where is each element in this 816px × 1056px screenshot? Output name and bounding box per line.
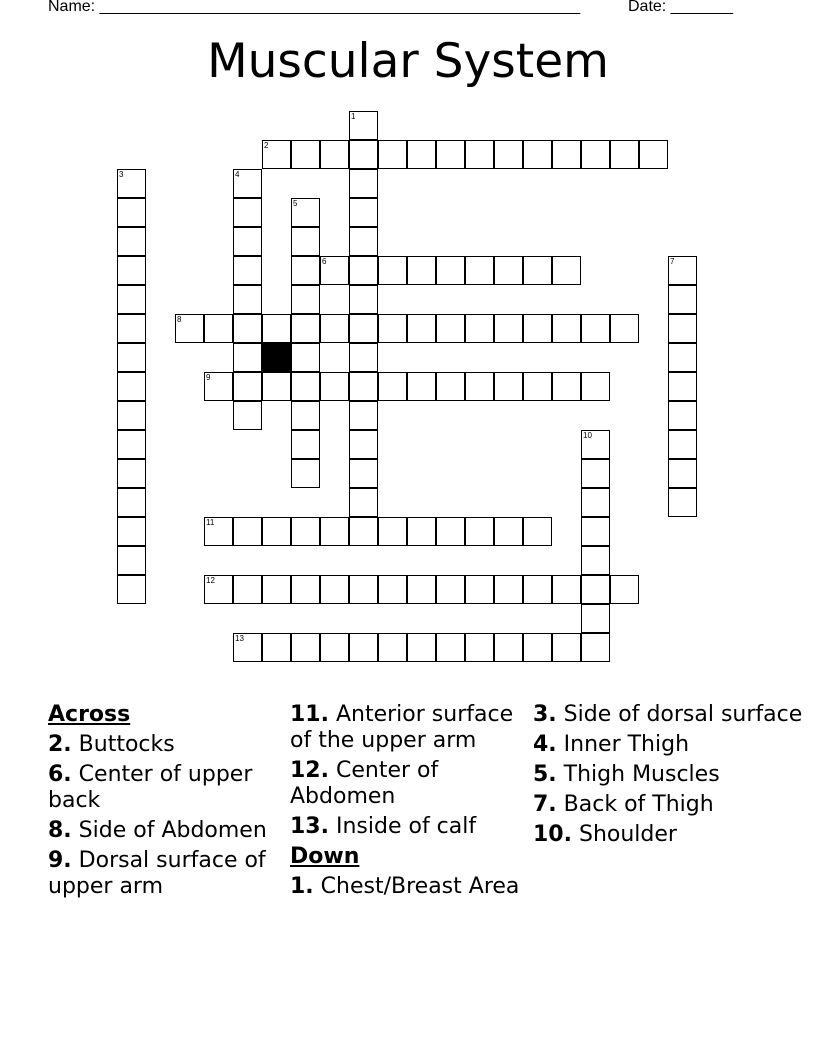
grid-cell[interactable] <box>436 633 465 662</box>
date-line: Date: _______ <box>628 0 733 15</box>
clue-down-5: 5. Thigh Muscles <box>533 762 720 787</box>
grid-cell[interactable] <box>233 401 262 430</box>
grid-cell[interactable] <box>581 604 610 633</box>
grid-cell[interactable] <box>581 459 610 488</box>
grid-cell[interactable] <box>117 372 146 401</box>
grid-cell[interactable] <box>117 488 146 517</box>
grid-cell[interactable] <box>117 430 146 459</box>
clue-number: 9 <box>206 373 211 382</box>
clue-number: 12 <box>206 576 215 585</box>
grid-cell[interactable] <box>668 372 697 401</box>
grid-cell[interactable] <box>320 633 349 662</box>
grid-cell[interactable] <box>494 575 523 604</box>
grid-cell[interactable] <box>436 517 465 546</box>
grid-cell[interactable] <box>349 314 378 343</box>
grid-cell[interactable] <box>494 372 523 401</box>
clue-number: 6 <box>322 257 327 266</box>
grid-cell[interactable] <box>552 314 581 343</box>
grid-cell[interactable] <box>291 372 320 401</box>
clues-column-2 <box>290 702 525 904</box>
grid-cell[interactable] <box>349 343 378 372</box>
grid-cell[interactable] <box>117 546 146 575</box>
grid-cell[interactable] <box>378 140 407 169</box>
grid-cell[interactable] <box>552 140 581 169</box>
grid-cell[interactable] <box>320 372 349 401</box>
grid-cell[interactable] <box>378 372 407 401</box>
clue-number: 10 <box>583 431 592 440</box>
grid-cell[interactable] <box>233 575 262 604</box>
grid-cell[interactable] <box>378 256 407 285</box>
grid-cell[interactable] <box>204 517 233 546</box>
grid-cell[interactable] <box>523 633 552 662</box>
grid-cell[interactable] <box>349 169 378 198</box>
grid-cell[interactable] <box>262 575 291 604</box>
grid-cell[interactable] <box>291 140 320 169</box>
clue-number: 7 <box>670 257 675 266</box>
grid-cell[interactable] <box>523 575 552 604</box>
grid-cell[interactable] <box>523 372 552 401</box>
clue-across-2: 2. Buttocks <box>48 732 175 757</box>
grid-cell[interactable] <box>581 430 610 459</box>
grid-cell[interactable] <box>291 227 320 256</box>
grid-cell[interactable] <box>117 227 146 256</box>
down-heading: Down <box>290 844 360 869</box>
grid-cell[interactable] <box>117 343 146 372</box>
grid-cell[interactable] <box>552 575 581 604</box>
grid-cell[interactable] <box>233 633 262 662</box>
grid-cell[interactable] <box>581 546 610 575</box>
clue-number: 3 <box>119 170 124 179</box>
grid-cell[interactable] <box>117 198 146 227</box>
grid-cell[interactable] <box>233 227 262 256</box>
grid-cell[interactable] <box>291 285 320 314</box>
grid-cell[interactable] <box>291 430 320 459</box>
grid-cell[interactable] <box>117 575 146 604</box>
grid-cell[interactable] <box>291 314 320 343</box>
grid-cell[interactable] <box>233 372 262 401</box>
grid-cell[interactable] <box>204 575 233 604</box>
grid-cell[interactable] <box>233 343 262 372</box>
clue-down-4: 4. Inner Thigh <box>533 732 690 757</box>
grid-cell[interactable] <box>320 575 349 604</box>
grid-cell[interactable] <box>494 517 523 546</box>
clues-column-3 <box>533 702 803 852</box>
black-cell <box>262 343 291 372</box>
grid-cell[interactable] <box>291 633 320 662</box>
grid-cell[interactable] <box>291 459 320 488</box>
grid-cell[interactable] <box>349 633 378 662</box>
grid-cell[interactable] <box>117 285 146 314</box>
grid-cell[interactable] <box>117 314 146 343</box>
grid-cell[interactable] <box>349 517 378 546</box>
grid-cell[interactable] <box>668 459 697 488</box>
grid-cell[interactable] <box>378 575 407 604</box>
grid-cell[interactable] <box>349 198 378 227</box>
grid-cell[interactable] <box>349 256 378 285</box>
grid-cell[interactable] <box>465 633 494 662</box>
grid-cell[interactable] <box>233 256 262 285</box>
clue-down-3: 3. Side of dorsal surface <box>533 702 803 727</box>
grid-cell[interactable] <box>639 140 668 169</box>
grid-cell[interactable] <box>436 140 465 169</box>
grid-cell[interactable] <box>117 517 146 546</box>
grid-cell[interactable] <box>668 285 697 314</box>
clue-number: 4 <box>235 170 240 179</box>
grid-cell[interactable] <box>262 517 291 546</box>
grid-cell[interactable] <box>204 314 233 343</box>
grid-cell[interactable] <box>320 140 349 169</box>
grid-cell[interactable] <box>262 372 291 401</box>
clue-across-8: 8. Side of Abdomen <box>48 818 267 843</box>
grid-cell[interactable] <box>349 285 378 314</box>
grid-cell[interactable] <box>320 314 349 343</box>
clue-number: 2 <box>264 141 269 150</box>
grid-cell[interactable] <box>291 517 320 546</box>
grid-cell[interactable] <box>233 198 262 227</box>
grid-cell[interactable] <box>262 140 291 169</box>
grid-cell[interactable] <box>291 256 320 285</box>
grid-cell[interactable] <box>349 111 378 140</box>
grid-cell[interactable] <box>349 140 378 169</box>
clue-down-7: 7. Back of Thigh <box>533 792 714 817</box>
grid-cell[interactable] <box>668 314 697 343</box>
grid-cell[interactable] <box>668 343 697 372</box>
grid-cell[interactable] <box>349 401 378 430</box>
page-title: Muscular System <box>207 34 609 89</box>
grid-cell[interactable] <box>378 633 407 662</box>
grid-cell[interactable] <box>581 517 610 546</box>
grid-cell[interactable] <box>494 140 523 169</box>
clue-across-9: 9. Dorsal surface of upper arm <box>48 848 266 899</box>
grid-cell[interactable] <box>262 633 291 662</box>
grid-cell[interactable] <box>349 459 378 488</box>
grid-cell[interactable] <box>175 314 204 343</box>
grid-cell[interactable] <box>291 343 320 372</box>
grid-cell[interactable] <box>291 401 320 430</box>
across-heading: Across <box>48 702 131 727</box>
grid-cell[interactable] <box>117 256 146 285</box>
grid-cell[interactable] <box>291 198 320 227</box>
grid-cell[interactable] <box>349 430 378 459</box>
grid-cell[interactable] <box>523 256 552 285</box>
grid-cell[interactable] <box>233 517 262 546</box>
grid-cell[interactable] <box>262 314 291 343</box>
grid-cell[interactable] <box>465 256 494 285</box>
name-line: Name: ______________________________________________________ <box>48 0 581 15</box>
grid-cell[interactable] <box>349 575 378 604</box>
grid-cell[interactable] <box>581 314 610 343</box>
grid-cell[interactable] <box>233 169 262 198</box>
grid-cell[interactable] <box>407 575 436 604</box>
grid-cell[interactable] <box>378 517 407 546</box>
grid-cell[interactable] <box>552 256 581 285</box>
grid-cell[interactable] <box>320 517 349 546</box>
grid-cell[interactable] <box>668 488 697 517</box>
grid-cell[interactable] <box>581 488 610 517</box>
grid-cell[interactable] <box>407 633 436 662</box>
grid-cell[interactable] <box>436 256 465 285</box>
grid-cell[interactable] <box>668 401 697 430</box>
grid-cell[interactable] <box>204 372 233 401</box>
clue-across-13: 13. Inside of calf <box>290 814 477 839</box>
grid-cell[interactable] <box>233 314 262 343</box>
grid-cell[interactable] <box>610 140 639 169</box>
grid-cell[interactable] <box>117 401 146 430</box>
grid-cell[interactable] <box>436 372 465 401</box>
clue-number: 5 <box>293 199 298 208</box>
clue-down-10: 10. Shoulder <box>533 822 677 847</box>
grid-cell[interactable] <box>523 517 552 546</box>
grid-cell[interactable] <box>291 575 320 604</box>
grid-cell[interactable] <box>465 140 494 169</box>
grid-cell[interactable] <box>465 372 494 401</box>
grid-cell[interactable] <box>320 256 349 285</box>
grid-cell[interactable] <box>610 575 639 604</box>
grid-cell[interactable] <box>465 517 494 546</box>
grid-cell[interactable] <box>117 169 146 198</box>
grid-cell[interactable] <box>552 633 581 662</box>
grid-cell[interactable] <box>523 314 552 343</box>
grid-cell[interactable] <box>494 314 523 343</box>
grid-cell[interactable] <box>349 488 378 517</box>
grid-cell[interactable] <box>465 575 494 604</box>
grid-cell[interactable] <box>581 575 610 604</box>
grid-cell[interactable] <box>552 372 581 401</box>
grid-cell[interactable] <box>465 314 494 343</box>
grid-cell[interactable] <box>436 575 465 604</box>
grid-cell[interactable] <box>494 633 523 662</box>
grid-cell[interactable] <box>407 256 436 285</box>
grid-cell[interactable] <box>581 633 610 662</box>
grid-cell[interactable] <box>523 140 552 169</box>
grid-cell[interactable] <box>407 314 436 343</box>
clue-across-11: 11. Anterior surface of the upper arm <box>290 702 514 753</box>
grid-cell[interactable] <box>407 517 436 546</box>
grid-cell[interactable] <box>581 140 610 169</box>
grid-cell[interactable] <box>233 285 262 314</box>
grid-cell[interactable] <box>668 256 697 285</box>
grid-cell[interactable] <box>610 314 639 343</box>
grid-cell[interactable] <box>494 256 523 285</box>
grid-cell[interactable] <box>407 140 436 169</box>
clue-across-6: 6. Center of upper back <box>48 762 253 813</box>
grid-cell[interactable] <box>668 430 697 459</box>
grid-cell[interactable] <box>407 372 436 401</box>
clue-number: 13 <box>235 634 244 643</box>
grid-cell[interactable] <box>349 227 378 256</box>
grid-cell[interactable] <box>378 314 407 343</box>
grid-cell[interactable] <box>436 314 465 343</box>
grid-cell[interactable] <box>349 372 378 401</box>
grid-cell[interactable] <box>117 459 146 488</box>
clue-number: 11 <box>206 518 215 527</box>
clues-column-1 <box>48 702 278 904</box>
clue-across-12: 12. Center of Abdomen <box>290 758 439 809</box>
clue-number: 1 <box>351 112 356 121</box>
clue-down-1: 1. Chest/Breast Area <box>290 874 520 899</box>
clue-number: 8 <box>177 315 182 324</box>
grid-cell[interactable] <box>581 372 610 401</box>
